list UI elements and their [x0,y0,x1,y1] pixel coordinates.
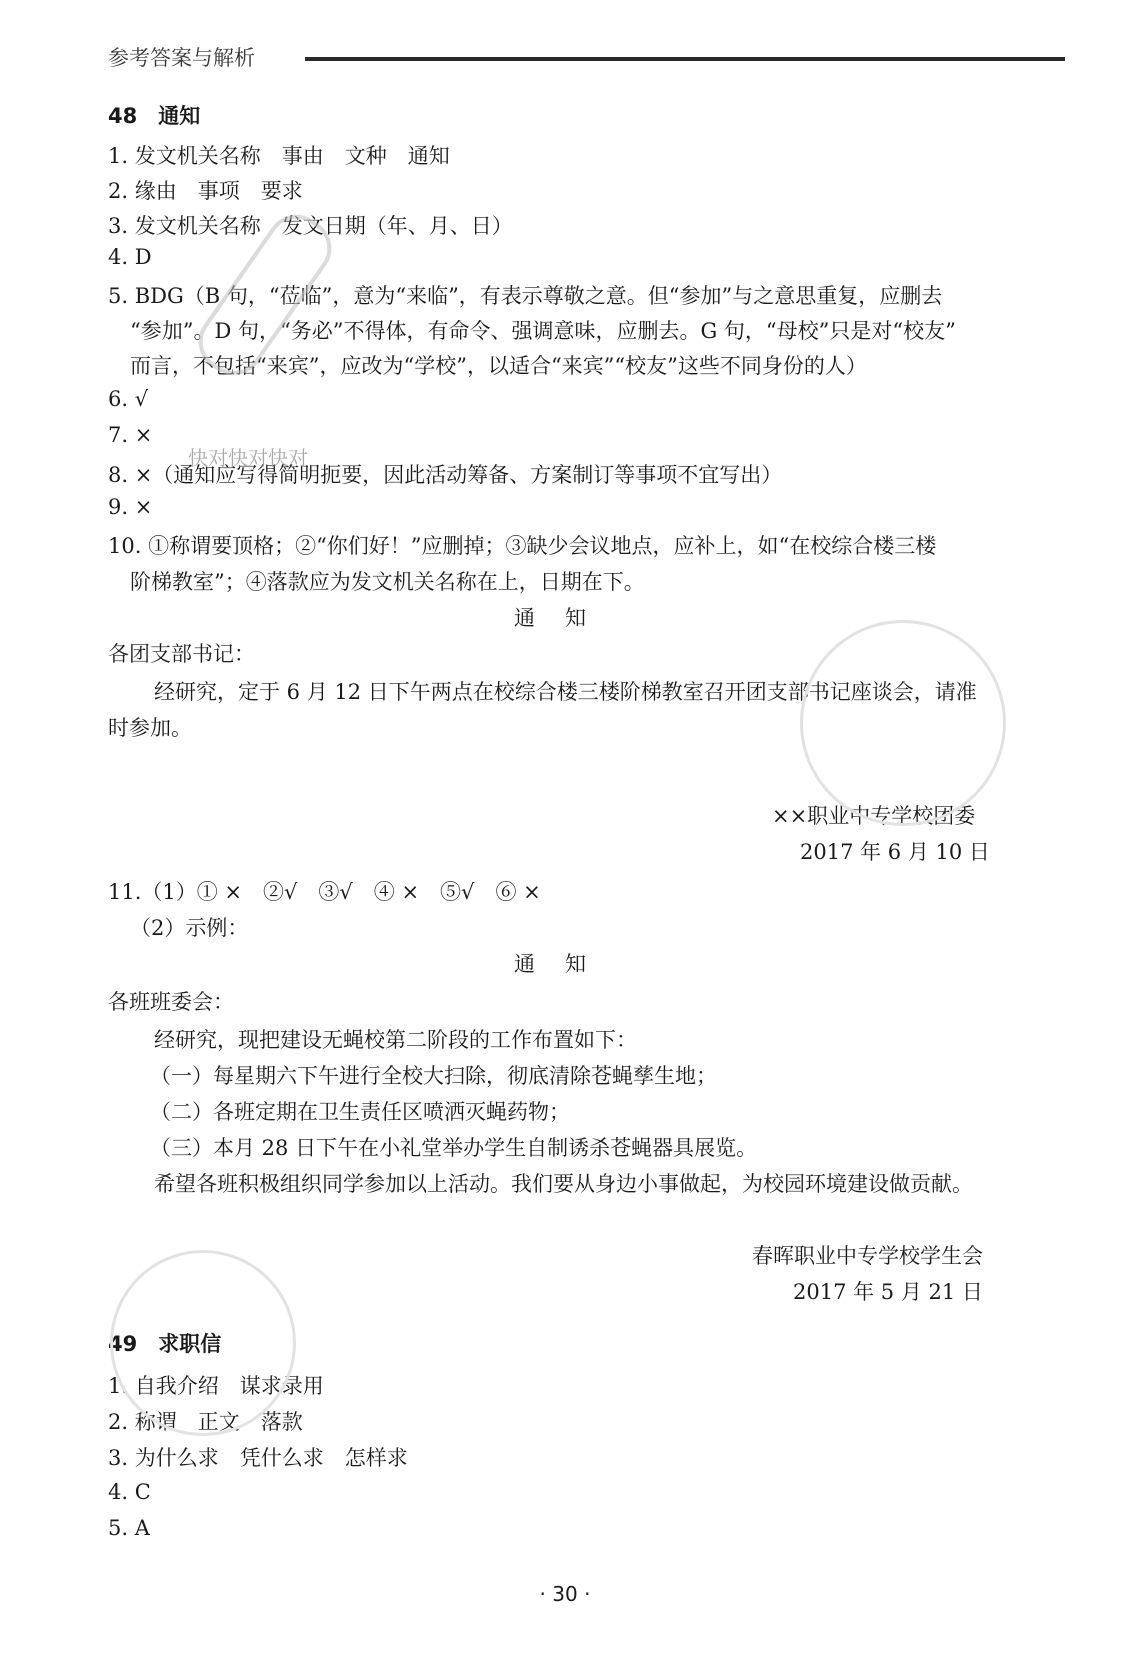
notice2-line: （二）各班定期在卫生责任区喷洒灭蝇药物； [150,1100,570,1124]
q11-part2: （2）示例： [130,916,249,940]
answer-line: 7. × [108,423,153,447]
answer-line: 5. A [108,1516,150,1540]
watermark-stamp-text: 快对快对快对 [188,446,308,470]
notice1-title: 通知 [514,606,616,630]
notice2-date: 2017 年 5 月 21 日 [793,1280,983,1304]
answer-line: 1. 自我介绍 谋求录用 [108,1374,324,1398]
section-49-title: 49 求职信 [108,1332,222,1356]
notice2-signer: 春晖职业中专学校学生会 [752,1244,983,1268]
answer-line: 4. D [108,245,152,269]
notice1-body: 时参加。 [108,716,192,740]
answer-line: 9. × [108,495,153,519]
answer-line: 2. 称谓 正文 落款 [108,1410,303,1434]
watermark-circle-icon [800,620,1006,826]
section-48-title: 48 通知 [108,104,201,128]
notice1-date: 2017 年 6 月 10 日 [800,840,990,864]
answer-line: 4. C [108,1480,151,1504]
notice2-line: （三）本月 28 日下午在小礼堂举办学生自制诱杀苍蝇器具展览。 [150,1136,758,1160]
answer-line: 6. √ [108,387,149,411]
answer-line: “参加”。D 句，“务必”不得体，有命令、强调意味，应删去。G 句，“母校”只是对“校友” [130,319,956,343]
answer-line: 5. BDG（B 句，“莅临”，意为“来临”，有表示尊敬之意。但“参加”与之意思重复，应删去 [108,284,943,308]
q11-part1: 11.（1）① × ②√ ③√ ④ × ⑤√ ⑥ × [108,880,541,904]
answer-line: 3. 为什么求 凭什么求 怎样求 [108,1446,408,1470]
header-title: 参考答案与解析 [108,46,255,70]
answer-line: 1. 发文机关名称 事由 文种 通知 [108,144,450,168]
answer-line: 2. 缘由 事项 要求 [108,179,303,203]
notice2-line: 经研究，现把建设无蝇校第二阶段的工作布置如下： [154,1028,637,1052]
answer-line: 3. 发文机关名称 发文日期（年、月、日） [108,214,513,238]
notice2-title: 通知 [514,952,616,976]
header-rule [305,57,1065,61]
notice1-body: 经研究，定于 6 月 12 日下午两点在校综合楼三楼阶梯教室召开团支部书记座谈会，请准 [154,680,977,704]
answer-line: 而言，不包括“来宾”，应改为“学校”，以适合“来宾”“校友”这些不同身份的人） [130,354,867,378]
notice1-signer: ××职业中专学校团委 [772,804,976,828]
notice1-salutation: 各团支部书记： [108,642,255,666]
watermark-circle-icon [110,1250,296,1436]
notice2-line: （一）每星期六下午进行全校大扫除，彻底清除苍蝇孳生地； [150,1064,717,1088]
notice2-line: 希望各班积极组织同学参加以上活动。我们要从身边小事做起，为校园环境建设做贡献。 [154,1172,973,1196]
page-number: · 30 · [539,1582,591,1606]
notice2-salutation: 各班班委会： [108,990,234,1014]
answer-line: 阶梯教室”；④落款应为发文机关名称在上，日期在下。 [130,570,645,594]
answer-line: 10. ①称谓要顶格；②“你们好！”应删掉；③缺少会议地点，应补上，如“在校综合楼三楼 [108,534,937,558]
answer-line: 8. ×（通知应写得简明扼要，因此活动筹备、方案制订等事项不宜写出） [108,463,783,487]
